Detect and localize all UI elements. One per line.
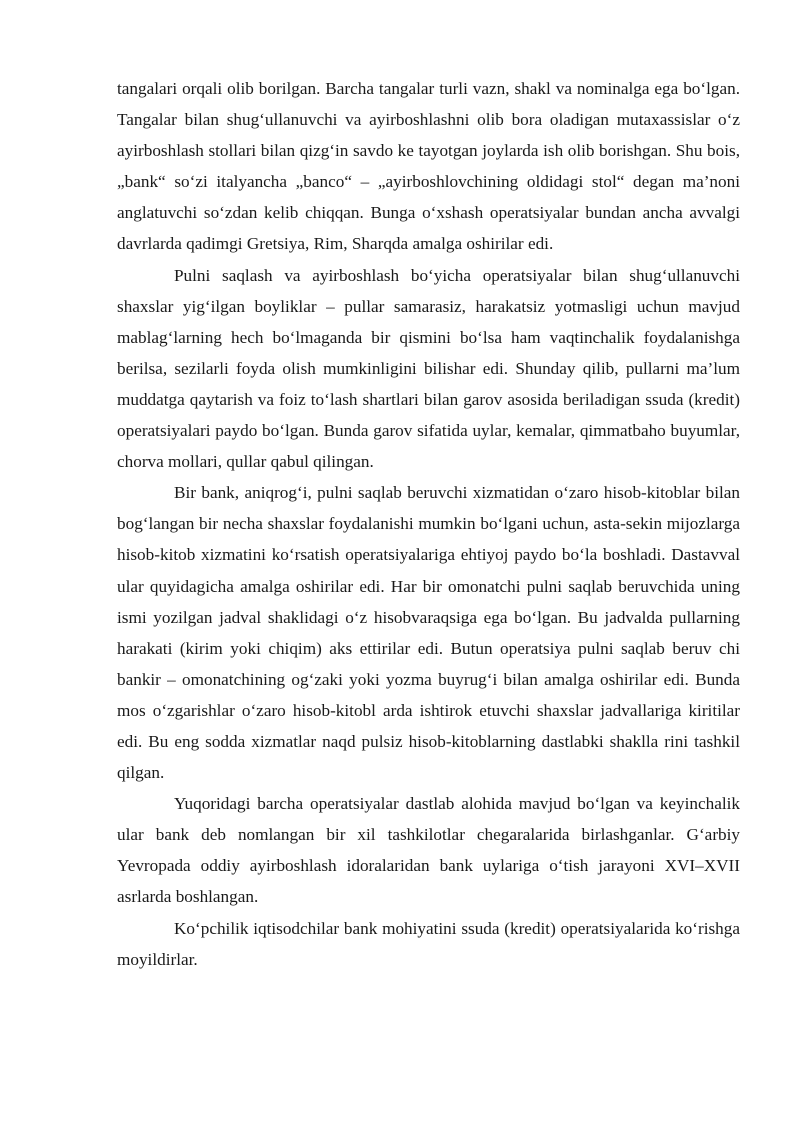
paragraph: Ko‘pchilik iqtisodchilar bank mohiyatini ssuda (kredit) operatsiyalarida ko‘rishga moyildirlar. (117, 918, 740, 969)
paragraph: Yuqoridagi barcha operatsiyalar dastlab alohida mavjud bo‘lgan va keyinchalik ular bank deb nomlangan bir xil tashkilotlar chegaralarida birlashganlar. G‘arbiy Yevropada oddiy ayirboshlash idoralaridan bank uylariga o‘tish jarayoni XVI–XVII asrlarda boshlangan. (117, 794, 740, 907)
paragraph: Bir bank, aniqrog‘i, pulni saqlab beruvchi xizmatidan o‘zaro hisob-kitoblar bilan bog‘langan bir necha shaxslar foydalanishi mumkin bo‘lgani uchun, asta-sekin mijozlarga hisob-kitob xizmatini ko‘rsatish operatsiyalariga ehtiyoj paydo bo‘la boshladi. Dastavval ular quyidagicha amalga oshirilar edi. Har bir omonatchi pulni saqlab beruvchida uning ismi yozilgan jadval shaklidagi o‘z hisobvaraqsiga ega bo‘lgan. Bu jadvalda pullarning harakati (kirim yoki chiqim) aks ettirilar edi. Butun operatsiya pulni saqlab beruv chi bankir – omonatchining og‘zaki yoki yozma buyrug‘i bilan amalga oshirilar edi. Bunda mos o‘zgarishlar o‘zaro hisob-kitobl arda ishtirok etuvchi shaxslar jadvallariga kiritilar edi. Bu eng sodda xizmatlar naqd pulsiz hisob-kitoblarning dastlabki shaklla rini tashkil qilgan. (117, 483, 740, 783)
document-body (117, 73, 740, 975)
paragraph-continuation: tangalari orqali olib borilgan. Barcha tangalar turli vazn, shakl va nominalga ega bo‘lgan. Tangalar bilan shug‘ullanuvchi va ayirboshlashni olib bora oladigan mutaxassislar o‘z ayirboshlash stollari bilan qizg‘in savdo ke tayotgan joylarda ish olib borishgan. Shu bois, „bank“ so‘zi italyancha „banco“ – „ayirboshlovchining oldidagi stol“ degan ma’noni anglatuvchi so‘zdan kelib chiqqan. Bunga o‘xshash operatsiyalar bundan ancha avvalgi davrlarda qadimgi Gretsiya, Rim, Sharqda amalga oshirilar edi. (117, 79, 740, 254)
paragraph: Pulni saqlash va ayirboshlash bo‘yicha operatsiyalar bilan shug‘ullanuvchi shaxslar yig‘ilgan boyliklar – pullar samarasiz, harakatsiz yotmasligi uchun mavjud mablag‘larning hech bo‘lmaganda bir qismini bo‘lsa ham vaqtinchalik foydalanishga berilsa, sezilarli foyda olish mumkinligini bilishar edi. Shunday qilib, pullarni ma’lum muddatga qaytarish va foiz to‘lash shartlari bilan garov asosida beriladigan ssuda (kredit) operatsiyalari paydo bo‘lgan. Bunda garov sifatida uylar, kemalar, qimmatbaho buyumlar, chorva mollari, qullar qabul qilingan. (117, 265, 740, 472)
